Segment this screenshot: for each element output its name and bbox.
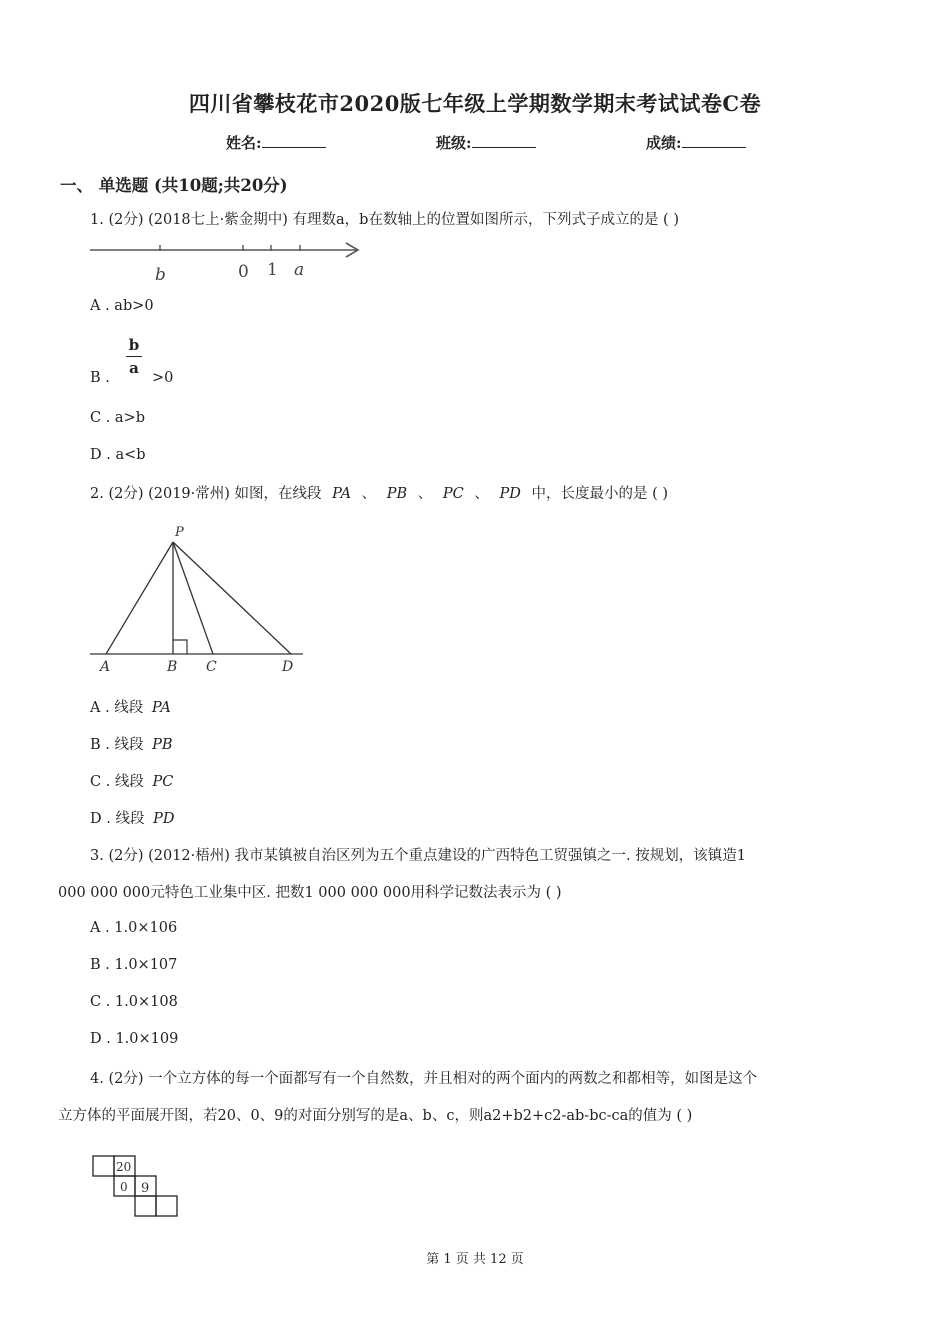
fraction-bar	[126, 356, 142, 357]
class-label: 班级:	[436, 134, 472, 152]
q1-option-b-prefix: B .	[90, 370, 110, 386]
q1-option-d: D . a<b	[90, 447, 146, 463]
q1-option-c: C . a>b	[90, 410, 145, 426]
q1-option-b-suffix: >0	[152, 370, 174, 386]
axis-label-a: a	[294, 260, 305, 280]
q1-number-line	[88, 238, 368, 284]
section-heading: 一、 单选题 (共10题;共20分)	[60, 176, 288, 195]
class-field	[436, 132, 536, 153]
q2-seg-pd: PD	[499, 486, 521, 502]
label-p: P	[175, 525, 184, 540]
q2-option-c	[90, 770, 173, 791]
q1-stem: 1. (2分) (2018七上·紫金期中) 有理数a，b在数轴上的位置如图所示，下列式子成立的是 ( )	[90, 212, 679, 228]
q1-option-a: A . ab>0	[90, 298, 154, 314]
q2-option-b	[90, 733, 173, 754]
label-c: C	[206, 659, 217, 675]
class-blank	[472, 133, 536, 148]
q2-sep-1: 、	[361, 486, 377, 502]
score-label: 成绩:	[646, 134, 682, 152]
score-blank	[682, 133, 746, 148]
net-cell-5	[135, 1196, 156, 1216]
q3-stem-line1: 3. (2分) (2012·梧州) 我市某镇被自治区列为五个重点建设的广西特色工贸强镇之一. 按规划，该镇造1	[90, 848, 746, 864]
q2-option-a-seg: PA	[151, 700, 171, 716]
net-label-20: 20	[116, 1160, 132, 1174]
axis-label-0: 0	[238, 262, 249, 282]
q2-option-c-seg: PC	[152, 774, 174, 790]
fraction-numerator: b	[128, 336, 140, 354]
axis-label-1: 1	[267, 260, 278, 280]
segment-pa	[106, 542, 173, 654]
q2-option-d	[90, 807, 174, 828]
q2-option-b-label: B . 线段	[90, 737, 144, 753]
right-angle-mark	[173, 640, 187, 654]
segment-pd	[173, 542, 291, 654]
q2-seg-pb: PB	[386, 486, 408, 502]
net-label-0: 0	[120, 1180, 128, 1194]
net-cell-6	[156, 1196, 177, 1216]
q2-stem-end: 中，长度最小的是 ( )	[531, 486, 669, 502]
net-label-9: 9	[141, 1181, 150, 1196]
q4-cube-net	[90, 1154, 180, 1220]
q4-stem-line2: 立方体的平面展开图，若20、0、9的对面分别写的是a、b、c，则a2+b2+c2-ab-bc-ca的值为 ( )	[58, 1108, 693, 1124]
name-field	[226, 132, 326, 153]
q2-stem-start: 2. (2分) (2019·常州) 如图，在线段	[90, 486, 322, 502]
q3-option-d: D . 1.0×109	[90, 1031, 179, 1047]
fraction-denominator: a	[129, 359, 139, 377]
page-footer: 第 1 页 共 12 页	[426, 1252, 524, 1267]
score-field	[646, 132, 746, 153]
q2-option-d-label: D . 线段	[90, 811, 145, 827]
q2-seg-pc: PC	[442, 486, 464, 502]
page-title: 四川省攀枝花市2020版七年级上学期数学期末考试试卷C卷	[188, 91, 762, 116]
q2-option-c-label: C . 线段	[90, 774, 144, 790]
q2-stem	[90, 483, 668, 505]
label-b: B	[167, 659, 178, 675]
axis-label-b: b	[155, 265, 166, 284]
q2-option-a-label: A . 线段	[90, 700, 144, 716]
q3-option-a: A . 1.0×106	[90, 920, 178, 936]
q2-option-b-seg: PB	[152, 737, 173, 753]
q4-stem-line1: 4. (2分) 一个立方体的每一个面都写有一个自然数，并且相对的两个面内的两数之和都相等，如图是这个	[90, 1071, 758, 1087]
q2-seg-pa: PA	[332, 486, 352, 502]
label-d: D	[282, 659, 294, 675]
label-a: A	[100, 659, 111, 675]
q3-stem-line2: 000 000 000元特色工业集中区. 把数1 000 000 000用科学记数法表示为 ( )	[58, 885, 562, 901]
name-label: 姓名:	[226, 134, 262, 152]
q2-sep-3: 、	[474, 486, 489, 502]
q2-option-d-seg: PD	[153, 811, 175, 827]
q1-option-b-fraction	[126, 336, 142, 377]
q2-option-a	[90, 696, 171, 717]
q3-option-c: C . 1.0×108	[90, 994, 178, 1010]
q2-figure	[88, 522, 308, 678]
q3-option-b: B . 1.0×107	[90, 957, 178, 973]
segment-pc	[173, 542, 213, 654]
q2-sep-2: 、	[417, 486, 433, 502]
net-cell-1	[93, 1156, 114, 1176]
name-blank	[262, 133, 326, 148]
